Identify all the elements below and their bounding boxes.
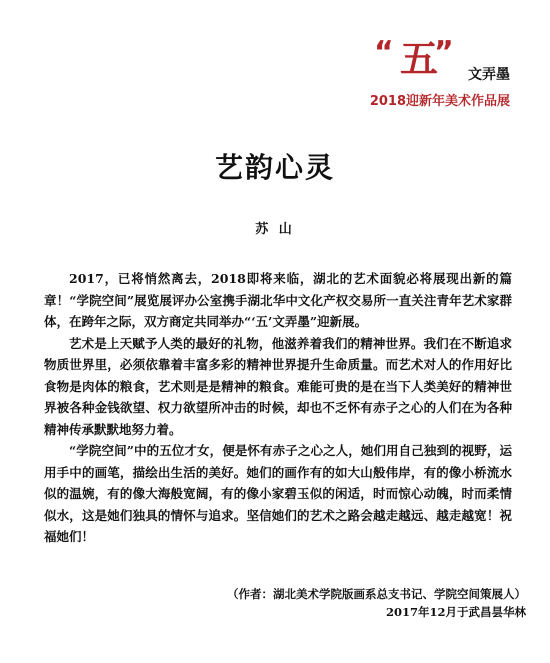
logo-mark	[370, 36, 470, 88]
logo-name: 文弄墨	[468, 67, 510, 83]
article-author: 苏 山	[255, 222, 295, 237]
signature	[227, 585, 526, 621]
paragraph: 2017，已将悄然离去，2018即将来临，湖北的艺术面貌必将展现出新的篇章！“学院空间”展览展评办公室携手湖北华中文化产权交易所一直关注青年艺术家群体，在跨年之际，双方商定共同举办“‘五’文弄墨”迎新展。	[44, 271, 512, 329]
article-body	[44, 268, 512, 548]
logo-close-quote: ”	[434, 35, 454, 70]
exhibition-logo	[310, 36, 510, 116]
logo-open-quote: “	[374, 35, 394, 70]
logo-glyph: 五	[400, 37, 439, 81]
logo-subtitle: 2018迎新年美术作品展	[369, 94, 510, 109]
paragraph: 艺术是上天赋予人类的最好的礼物，他滋养着我们的精神世界。我们在不断追求物质世界里，必须依靠着丰富多彩的精神世界提升生命质量。而艺术对人的作用好比食物是肉体的粮食，艺术则是是精神的粮食。难能可贵的是在当下人类美好的精神世界被各种金钱欲望、权力欲望所冲击的时候，却也不乏怀有赤子之心的人们在为各种精神传承默默地努力着。	[44, 335, 512, 437]
paragraph: “学院空间”中的五位才女，便是怀有赤子之心之人，她们用自己独到的视野，运用手中的画笔，描绘出生活的美好。她们的画作有的如大山般伟岸，有的像小桥流水似的温婉，有的像大海般宽阔，有的像小家碧玉似的闲适，时而惊心动魄，时而柔情似水，这是她们独具的情怀与追求。坚信她们的艺术之路会越走越远、越走越宽！祝福她们！	[44, 443, 512, 544]
signature-credit: （作者：湖北美术学院版画系总支书记、学院空间策展人）	[227, 587, 526, 601]
signature-date: 2017年12月于武昌昙华林	[385, 605, 526, 619]
article-title: 艺韵心灵	[214, 151, 335, 184]
